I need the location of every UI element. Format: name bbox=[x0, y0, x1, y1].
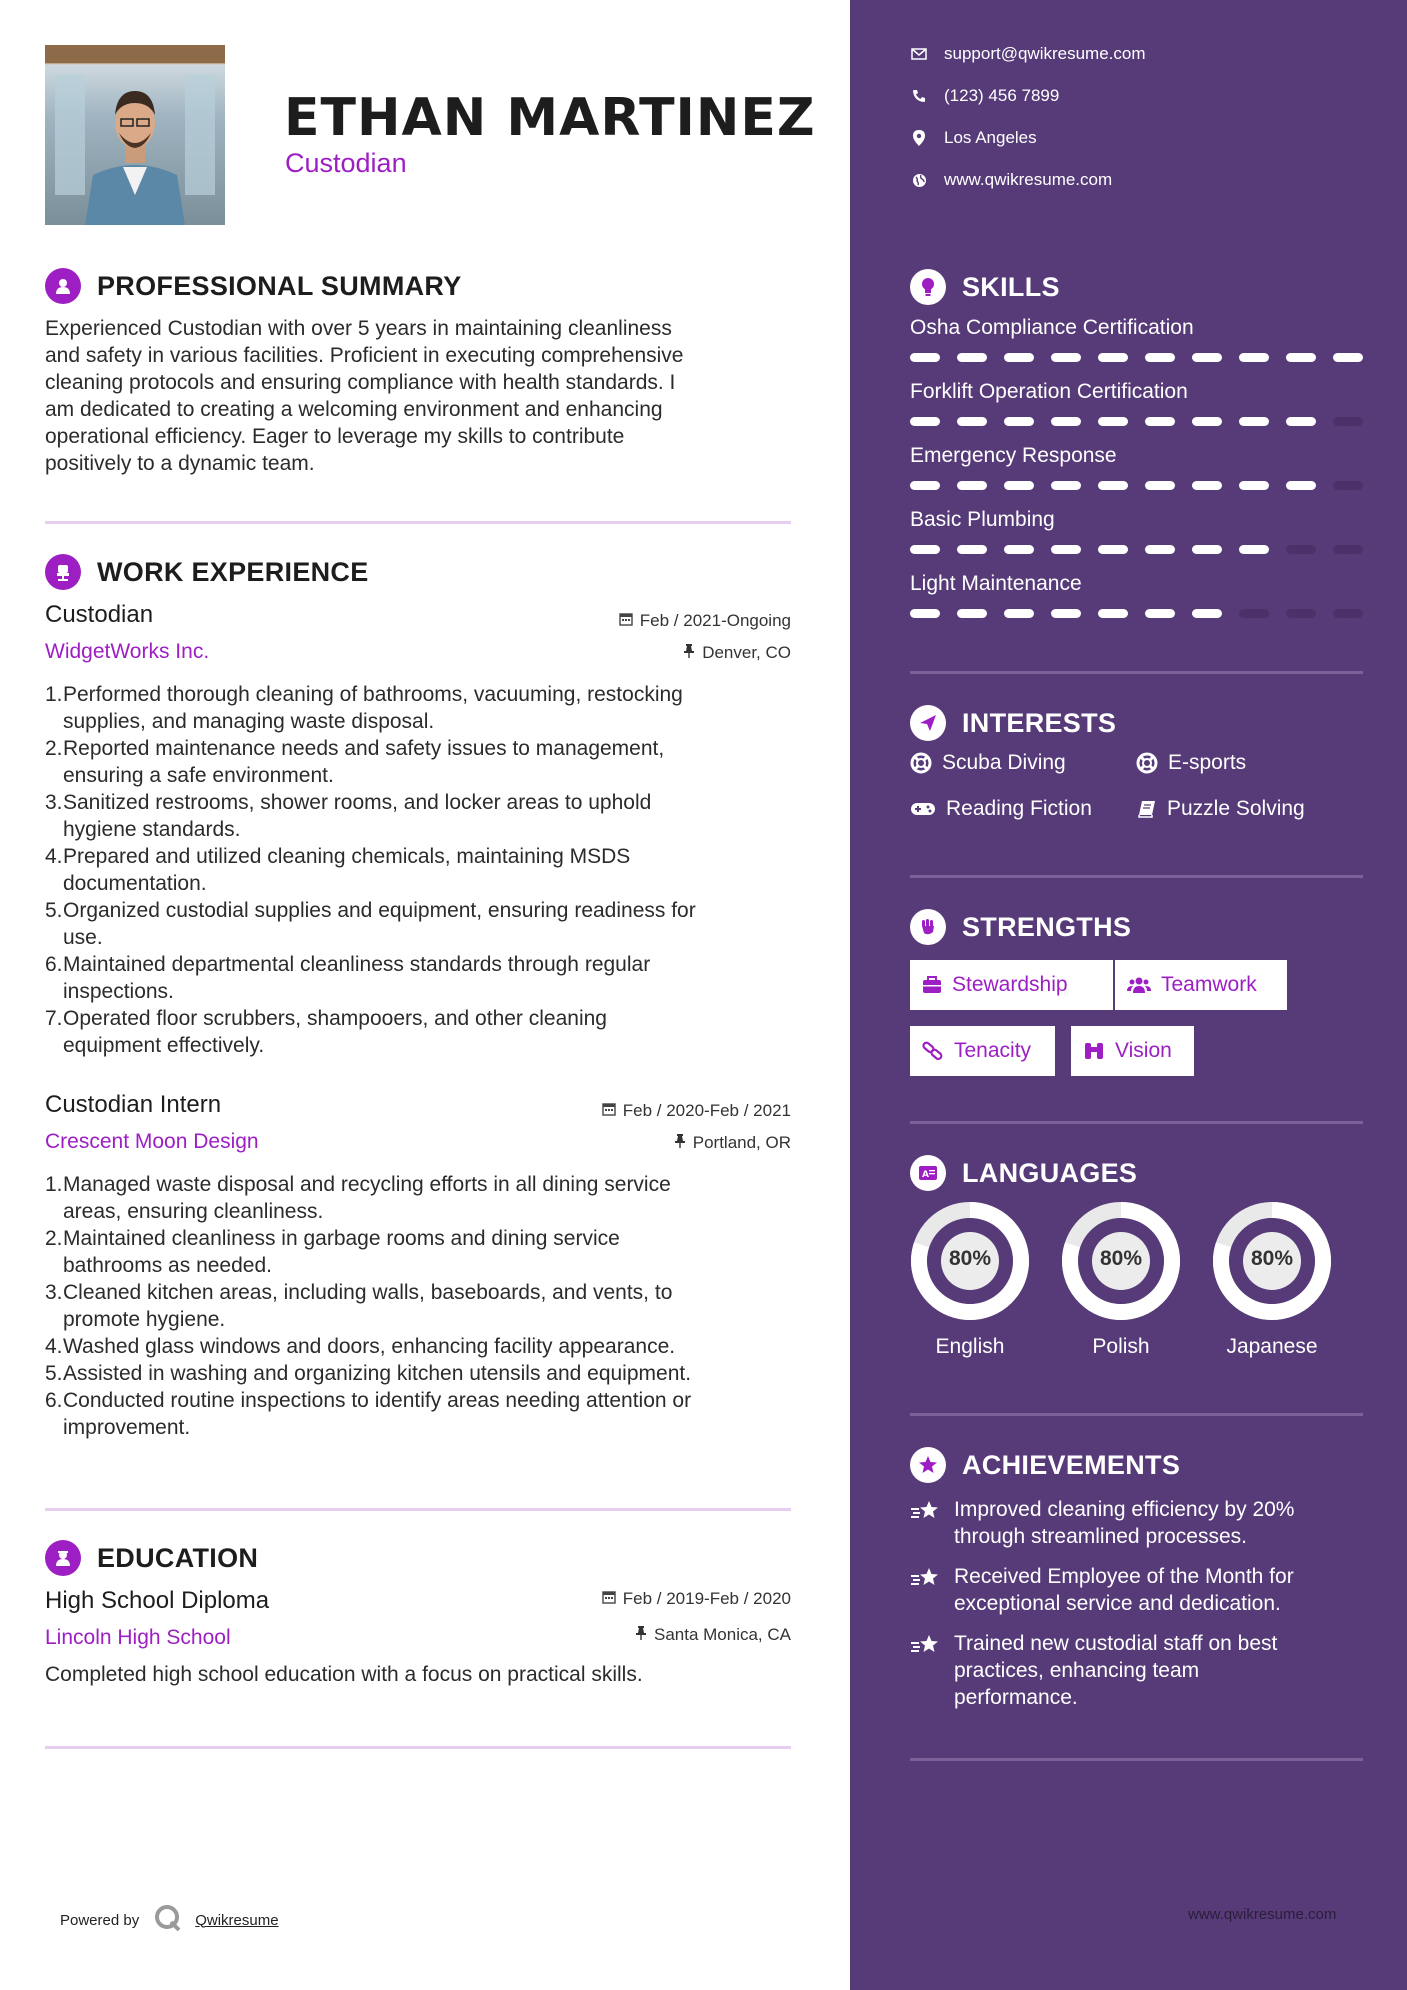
education-location-text: Santa Monica, CA bbox=[653, 1625, 791, 1644]
skill-segment bbox=[1004, 481, 1034, 490]
summary-text bbox=[45, 315, 785, 477]
list-item: 4. Prepared and utilized cleaning chemicals, maintaining MSDS documentation. bbox=[45, 845, 631, 895]
strengths-heading bbox=[910, 909, 1131, 945]
powered-by-label: Powered by bbox=[60, 1911, 140, 1929]
location-text: Los Angeles bbox=[944, 128, 1037, 147]
skill-segment bbox=[1286, 545, 1316, 554]
skill-segment bbox=[1145, 417, 1175, 426]
section-divider bbox=[45, 1746, 791, 1749]
interest-item bbox=[1137, 797, 1305, 821]
skill-bar bbox=[910, 481, 1363, 491]
calendar-icon bbox=[619, 611, 633, 631]
language-percent: 80% bbox=[1099, 1247, 1143, 1270]
website-text: www.qwikresume.com bbox=[944, 170, 1113, 189]
summary-line: positively to a dynamic team. bbox=[45, 452, 315, 475]
skill-segment bbox=[1051, 609, 1081, 618]
skill-segment bbox=[957, 609, 987, 618]
summary-line: cleaning protocols and ensuring compliance with health standards. I bbox=[45, 371, 676, 394]
summary-title: PROFESSIONAL SUMMARY bbox=[97, 270, 462, 301]
language-name: Polish bbox=[1092, 1335, 1150, 1358]
interest-item bbox=[910, 751, 1066, 775]
skill-segment bbox=[1145, 481, 1175, 490]
interest-item bbox=[910, 797, 1092, 821]
star-badge-icon bbox=[910, 1447, 946, 1483]
job-location-text: Denver, CO bbox=[702, 643, 791, 662]
person-photo-icon bbox=[45, 45, 225, 225]
summary-line: operational efficiency. Eager to leverage my skills to contribute bbox=[45, 425, 625, 448]
skill-segment bbox=[1333, 609, 1363, 618]
fist-icon bbox=[910, 909, 946, 945]
skill-segment bbox=[910, 353, 940, 362]
list-item: 7. Operated floor scrubbers, shampooers, and other cleaning equipment effectively. bbox=[45, 1007, 607, 1057]
list-item: 2. Maintained cleanliness in garbage rooms and dining service bathrooms as needed. bbox=[45, 1227, 620, 1277]
job-responsibilities bbox=[45, 1171, 795, 1441]
summary-line: and safety in various facilities. Proficient in executing comprehensive bbox=[45, 344, 684, 367]
skill-segment bbox=[957, 481, 987, 490]
skill-name: Osha Compliance Certification bbox=[910, 316, 1194, 339]
graduate-icon bbox=[45, 1540, 81, 1576]
skill-segment bbox=[1192, 353, 1222, 362]
skill-segment bbox=[1098, 481, 1128, 490]
achievements-heading bbox=[910, 1447, 1180, 1483]
shooting-star-icon bbox=[910, 1496, 942, 1550]
qwikresume-link[interactable]: Qwikresume bbox=[195, 1911, 279, 1929]
strength-tag bbox=[1115, 960, 1287, 1010]
briefcase-icon bbox=[922, 976, 942, 994]
skill-segment bbox=[1286, 609, 1316, 618]
company-name: Crescent Moon Design bbox=[45, 1130, 259, 1153]
skill-bar bbox=[910, 545, 1363, 555]
pin-icon bbox=[635, 1625, 647, 1645]
experience-heading bbox=[45, 554, 369, 590]
phone-icon bbox=[910, 87, 928, 105]
language-ring bbox=[910, 1201, 1030, 1326]
life-ring-icon bbox=[910, 752, 932, 774]
school-name: Lincoln High School bbox=[45, 1626, 231, 1649]
skill-segment bbox=[1239, 353, 1269, 362]
skill-bar bbox=[910, 609, 1363, 619]
skill-segment bbox=[1051, 481, 1081, 490]
skill-segment bbox=[910, 545, 940, 554]
skill-segment bbox=[1239, 545, 1269, 554]
contact-website[interactable] bbox=[910, 170, 1112, 190]
skill-segment bbox=[1286, 481, 1316, 490]
list-item: 6. Maintained departmental cleanliness standards through regular inspections. bbox=[45, 953, 651, 1003]
interest-label: Reading Fiction bbox=[946, 797, 1092, 820]
phone-text: (123) 456 7899 bbox=[944, 86, 1060, 105]
degree: High School Diploma bbox=[45, 1587, 270, 1614]
skill-bar bbox=[910, 353, 1363, 363]
language-name: English bbox=[935, 1335, 1005, 1358]
strength-tag bbox=[910, 960, 1113, 1010]
interests-title: INTERESTS bbox=[962, 707, 1117, 738]
skills-title: SKILLS bbox=[962, 271, 1060, 302]
list-item: 1. Managed waste disposal and recycling efforts in all dining service areas, ensuring cleanliness. bbox=[45, 1173, 671, 1223]
pin-icon bbox=[674, 1133, 686, 1153]
skill-segment bbox=[1098, 545, 1128, 554]
education-date-text: Feb / 2019-Feb / 2020 bbox=[622, 1589, 791, 1608]
strength-label: Teamwork bbox=[1161, 973, 1257, 996]
shooting-star-icon bbox=[910, 1630, 942, 1711]
achievement-item: Trained new custodial staff on best practices, enhancing team performance. bbox=[910, 1630, 1363, 1711]
user-icon bbox=[45, 268, 81, 304]
skill-segment bbox=[1145, 609, 1175, 618]
skill-name: Light Maintenance bbox=[910, 572, 1082, 595]
job-date bbox=[619, 611, 791, 631]
pin-icon bbox=[683, 643, 695, 663]
skill-segment bbox=[957, 353, 987, 362]
chair-icon bbox=[45, 554, 81, 590]
binoculars-icon bbox=[1083, 1041, 1105, 1061]
summary-line: am dedicated to creating a welcoming environment and enhancing bbox=[45, 398, 663, 421]
skill-segment bbox=[1004, 609, 1034, 618]
translate-icon bbox=[910, 1155, 946, 1191]
skill-name: Forklift Operation Certification bbox=[910, 380, 1188, 403]
list-item: 4. Washed glass windows and doors, enhancing facility appearance. bbox=[45, 1335, 676, 1358]
summary-line: Experienced Custodian with over 5 years in maintaining cleanliness bbox=[45, 317, 672, 340]
candidate-title: Custodian bbox=[285, 148, 407, 178]
calendar-icon bbox=[602, 1101, 616, 1121]
languages-title: LANGUAGES bbox=[962, 1157, 1138, 1188]
contact-location bbox=[910, 128, 1037, 148]
list-item: 5. Assisted in washing and organizing kitchen utensils and equipment. bbox=[45, 1362, 692, 1385]
book-icon bbox=[1137, 799, 1157, 819]
strength-label: Tenacity bbox=[954, 1039, 1032, 1062]
skill-segment bbox=[1239, 417, 1269, 426]
skill-segment bbox=[1051, 417, 1081, 426]
skill-name: Basic Plumbing bbox=[910, 508, 1055, 531]
skill-segment bbox=[1098, 417, 1128, 426]
skill-segment bbox=[1145, 545, 1175, 554]
achievement-item: Received Employee of the Month for exceptional service and dedication. bbox=[910, 1563, 1363, 1617]
education-location bbox=[635, 1625, 791, 1645]
contact-email[interactable] bbox=[910, 44, 1146, 64]
footer-url[interactable]: www.qwikresume.com bbox=[1188, 1906, 1337, 1923]
skill-segment bbox=[1286, 353, 1316, 362]
lightbulb-icon bbox=[910, 269, 946, 305]
summary-heading bbox=[45, 268, 462, 304]
section-divider bbox=[910, 1413, 1363, 1416]
shooting-star-icon bbox=[910, 1563, 942, 1617]
interest-item bbox=[1136, 751, 1246, 775]
language-ring bbox=[1061, 1201, 1181, 1326]
list-item: 6. Conducted routine inspections to identify areas needing attention or improvement. bbox=[45, 1389, 692, 1439]
map-marker-icon bbox=[910, 129, 928, 147]
job-location bbox=[674, 1133, 791, 1153]
skill-bar bbox=[910, 417, 1363, 427]
skill-segment bbox=[1192, 481, 1222, 490]
language-percent: 80% bbox=[1250, 1247, 1294, 1270]
skill-segment bbox=[1098, 353, 1128, 362]
education-date bbox=[602, 1589, 791, 1609]
interest-label: E-sports bbox=[1168, 751, 1247, 774]
skill-segment bbox=[910, 609, 940, 618]
list-item: 1. Performed thorough cleaning of bathrooms, vacuuming, restocking supplies, and managing waste disposal. bbox=[45, 683, 683, 733]
strength-tag bbox=[1071, 1026, 1194, 1076]
interest-label: Scuba Diving bbox=[942, 751, 1066, 774]
section-divider bbox=[45, 1508, 791, 1511]
skill-segment bbox=[1051, 353, 1081, 362]
skill-segment bbox=[1333, 545, 1363, 554]
skill-segment bbox=[1192, 609, 1222, 618]
section-divider bbox=[910, 1758, 1363, 1761]
experience-title: WORK EXPERIENCE bbox=[97, 556, 369, 587]
strength-tag bbox=[910, 1026, 1055, 1076]
job-location bbox=[683, 643, 791, 663]
skill-segment bbox=[1004, 545, 1034, 554]
interests-heading bbox=[910, 705, 1116, 741]
skill-segment bbox=[957, 417, 987, 426]
education-title: EDUCATION bbox=[97, 1542, 259, 1573]
interest-label: Puzzle Solving bbox=[1167, 797, 1305, 820]
powered-by bbox=[60, 1903, 279, 1937]
skill-segment bbox=[1239, 481, 1269, 490]
life-ring-icon bbox=[1136, 752, 1158, 774]
paper-plane-icon bbox=[910, 705, 946, 741]
company-name: WidgetWorks Inc. bbox=[45, 640, 210, 663]
skills-heading bbox=[910, 269, 1060, 305]
education-description: Completed high school education with a focus on practical skills. bbox=[45, 1663, 643, 1686]
language-percent: 80% bbox=[948, 1247, 992, 1270]
skill-segment bbox=[1333, 417, 1363, 426]
link-icon bbox=[922, 1041, 944, 1061]
job-location-text: Portland, OR bbox=[692, 1133, 791, 1152]
section-divider bbox=[45, 521, 791, 524]
skill-segment bbox=[957, 545, 987, 554]
list-item: 5. Organized custodial supplies and equipment, ensuring readiness for use. bbox=[45, 899, 696, 949]
job-date-text: Feb / 2020-Feb / 2021 bbox=[622, 1101, 791, 1120]
job-title: Custodian bbox=[45, 601, 154, 628]
achievement-item: Improved cleaning efficiency by 20% through streamlined processes. bbox=[910, 1496, 1363, 1550]
education-heading bbox=[45, 1540, 258, 1576]
job-date-text: Feb / 2021-Ongoing bbox=[639, 611, 791, 630]
achievements-title: ACHIEVEMENTS bbox=[962, 1449, 1181, 1480]
language-name: Japanese bbox=[1226, 1335, 1318, 1358]
qwikresume-logo-icon bbox=[153, 1903, 183, 1937]
section-divider bbox=[910, 671, 1363, 674]
email-text: support@qwikresume.com bbox=[944, 44, 1146, 63]
job-responsibilities bbox=[45, 681, 795, 1059]
skill-segment bbox=[1192, 545, 1222, 554]
contact-phone[interactable] bbox=[910, 86, 1059, 106]
skill-segment bbox=[1286, 417, 1316, 426]
skill-segment bbox=[1051, 545, 1081, 554]
skill-segment bbox=[1098, 609, 1128, 618]
job-date bbox=[602, 1101, 791, 1121]
skill-segment bbox=[1145, 353, 1175, 362]
skill-segment bbox=[1004, 353, 1034, 362]
list-item: 3. Sanitized restrooms, shower rooms, and locker areas to uphold hygiene standards. bbox=[45, 791, 652, 841]
strength-label: Stewardship bbox=[952, 973, 1068, 996]
list-item: 2. Reported maintenance needs and safety issues to management, ensuring a safe environment. bbox=[45, 737, 665, 787]
skill-segment bbox=[1333, 353, 1363, 362]
sidebar bbox=[850, 0, 1407, 1990]
globe-icon bbox=[910, 171, 928, 189]
skill-segment bbox=[1239, 609, 1269, 618]
skill-segment bbox=[1192, 417, 1222, 426]
skill-name: Emergency Response bbox=[910, 444, 1117, 467]
strength-label: Vision bbox=[1115, 1039, 1172, 1062]
envelope-icon bbox=[910, 45, 928, 63]
job-title: Custodian Intern bbox=[45, 1091, 222, 1118]
svg-text:A: A bbox=[922, 1170, 929, 1180]
candidate-name: ETHAN MARTINEZ bbox=[284, 88, 816, 148]
language-ring bbox=[1212, 1201, 1332, 1326]
strengths-title: STRENGTHS bbox=[962, 911, 1132, 942]
skill-segment bbox=[1333, 481, 1363, 490]
list-item: 3. Cleaned kitchen areas, including walls, baseboards, and vents, to promote hygiene. bbox=[45, 1281, 673, 1331]
section-divider bbox=[910, 875, 1363, 878]
languages-heading bbox=[910, 1155, 1137, 1191]
calendar-icon bbox=[602, 1589, 616, 1609]
profile-photo bbox=[45, 45, 225, 225]
skill-segment bbox=[1004, 417, 1034, 426]
users-icon bbox=[1127, 976, 1151, 994]
skill-segment bbox=[910, 417, 940, 426]
gamepad-icon bbox=[910, 801, 936, 817]
section-divider bbox=[910, 1121, 1363, 1124]
skill-segment bbox=[910, 481, 940, 490]
